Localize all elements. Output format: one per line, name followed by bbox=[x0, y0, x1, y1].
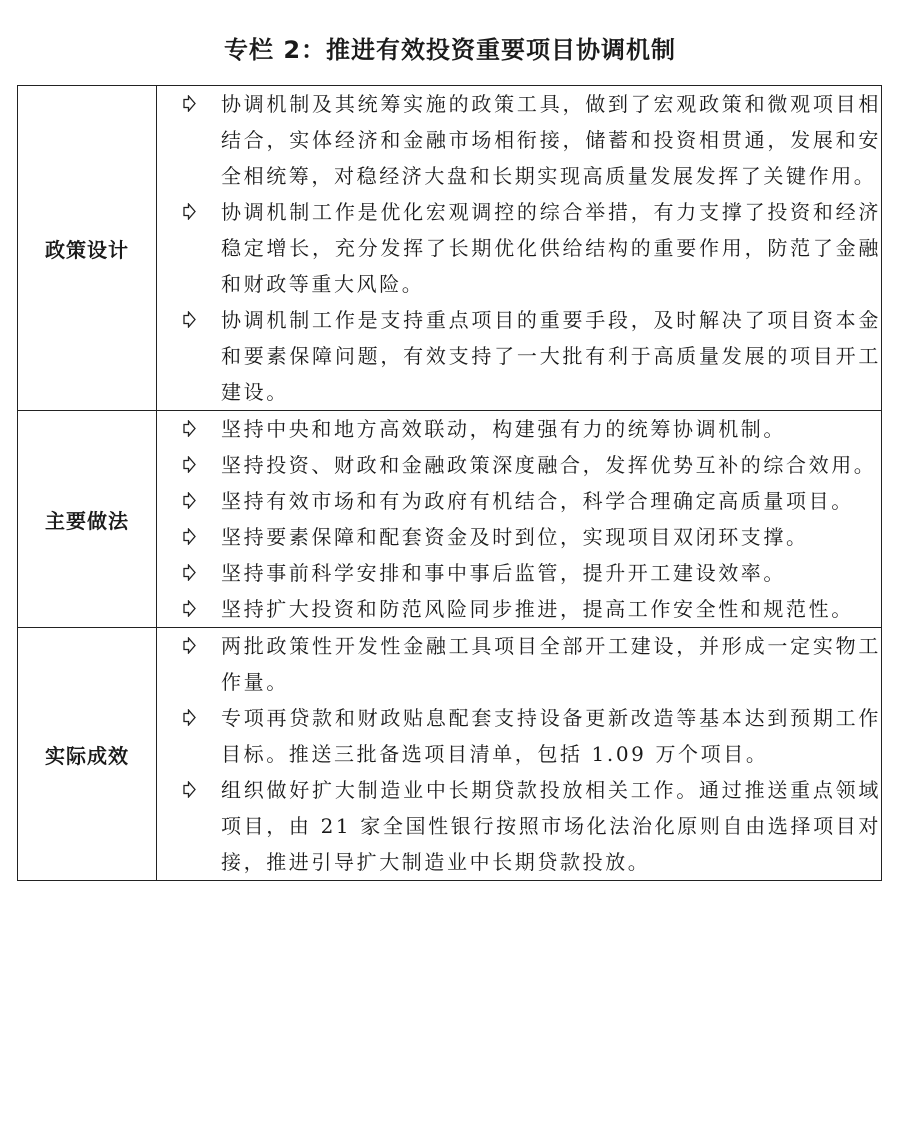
table-row bbox=[18, 411, 882, 628]
list-item bbox=[157, 700, 881, 772]
right-arrow-outline-icon bbox=[157, 555, 221, 581]
list-item-text: 协调机制及其统筹实施的政策工具，做到了宏观政策和微观项目相结合，实体经济和金融市场相衔接，储蓄和投资相贯通，发展和安全相统筹，对稳经济大盘和长期实现高质量发展发挥了关键作用。 bbox=[221, 92, 881, 188]
list-item-text: 坚持投资、财政和金融政策深度融合，发挥优势互补的综合效用。 bbox=[221, 453, 877, 477]
list-item bbox=[157, 519, 881, 555]
right-arrow-outline-icon bbox=[157, 447, 221, 473]
list-item-text: 坚持事前科学安排和事中事后监管，提升开工建设效率。 bbox=[221, 561, 786, 585]
column-title: 专栏 2：推进有效投资重要项目协调机制 bbox=[223, 36, 677, 64]
category-content bbox=[157, 86, 882, 411]
right-arrow-outline-icon bbox=[157, 483, 221, 509]
list-item bbox=[157, 86, 881, 194]
right-arrow-outline-icon bbox=[157, 411, 221, 437]
list-item-text: 组织做好扩大制造业中长期贷款投放相关工作。通过推送重点领域项目，由 21 家全国性银行按照市场化法治化原则自由选择项目对接，推进引导扩大制造业中长期贷款投放。 bbox=[221, 778, 881, 874]
right-arrow-outline-icon bbox=[157, 628, 221, 654]
list-item bbox=[157, 628, 881, 700]
list-item bbox=[157, 555, 881, 591]
list-item-text: 坚持中央和地方高效联动，构建强有力的统筹协调机制。 bbox=[221, 417, 786, 441]
right-arrow-outline-icon bbox=[157, 302, 221, 328]
category-label: 政策设计 bbox=[18, 86, 157, 411]
list-item-text: 坚持扩大投资和防范风险同步推进，提高工作安全性和规范性。 bbox=[221, 597, 854, 621]
right-arrow-outline-icon bbox=[157, 772, 221, 798]
list-item bbox=[157, 194, 881, 302]
right-arrow-outline-icon bbox=[157, 519, 221, 545]
right-arrow-outline-icon bbox=[157, 700, 221, 726]
list-item-text: 两批政策性开发性金融工具项目全部开工建设，并形成一定实物工作量。 bbox=[221, 634, 881, 694]
category-label: 实际成效 bbox=[18, 628, 157, 881]
list-item bbox=[157, 772, 881, 880]
right-arrow-outline-icon bbox=[157, 591, 221, 617]
category-content bbox=[157, 628, 882, 881]
list-item bbox=[157, 483, 881, 519]
list-item bbox=[157, 302, 881, 410]
list-item-text: 专项再贷款和财政贴息配套支持设备更新改造等基本达到预期工作目标。推送三批备选项目清单，包括 1.09 万个项目。 bbox=[221, 706, 881, 766]
list-item-text: 协调机制工作是优化宏观调控的综合举措，有力支撑了投资和经济稳定增长，充分发挥了长期优化供给结构的重要作用，防范了金融和财政等重大风险。 bbox=[221, 200, 881, 296]
list-item bbox=[157, 591, 881, 627]
category-content bbox=[157, 411, 882, 628]
list-item-text: 协调机制工作是支持重点项目的重要手段，及时解决了项目资本金和要素保障问题，有效支持了一大批有利于高质量发展的项目开工建设。 bbox=[221, 308, 881, 404]
coordination-mechanism-table bbox=[17, 85, 882, 881]
table-row bbox=[18, 86, 882, 411]
table-row bbox=[18, 628, 882, 881]
category-label: 主要做法 bbox=[18, 411, 157, 628]
list-item bbox=[157, 447, 881, 483]
right-arrow-outline-icon bbox=[157, 194, 221, 220]
list-item-text: 坚持要素保障和配套资金及时到位，实现项目双闭环支撑。 bbox=[221, 525, 809, 549]
list-item-text: 坚持有效市场和有为政府有机结合，科学合理确定高质量项目。 bbox=[221, 489, 854, 513]
list-item bbox=[157, 411, 881, 447]
right-arrow-outline-icon bbox=[157, 86, 221, 112]
